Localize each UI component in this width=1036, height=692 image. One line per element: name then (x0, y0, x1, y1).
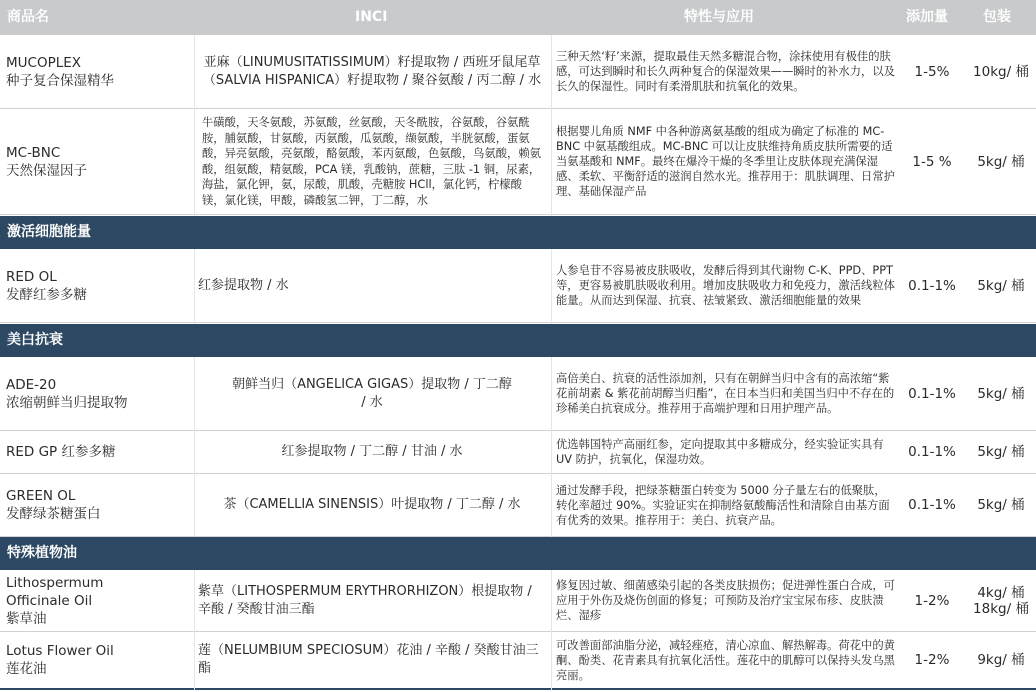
packaging-text: 10kg/ 桶 (973, 63, 1029, 80)
product-name-cn: 天然保湿因子 (6, 162, 87, 179)
features-cell (556, 357, 896, 430)
inci-text: 红参提取物 / 水 (198, 277, 289, 293)
product-name-en: ADE-20 (6, 376, 57, 393)
section-title: 美白抗衰 (7, 332, 63, 348)
inci-cell (198, 249, 546, 322)
table-row-mc-bnc (0, 109, 1036, 215)
section-title: 激活细胞能量 (7, 224, 91, 240)
inci-text: 朝鲜当归（ANGELICA GIGAS）提取物 / 丁二醇 / 水 (232, 376, 512, 410)
product-name-cn: 莲花油 (6, 661, 47, 677)
features-cell (556, 474, 896, 536)
product-name-en: RED OL (6, 268, 57, 285)
table-row-mucoplex (0, 35, 1036, 109)
header-features: 特性与应用 (684, 9, 754, 25)
inci-cell (198, 357, 546, 430)
table-header (0, 0, 1036, 35)
inci-cell (198, 35, 546, 108)
packaging-cell (966, 357, 1036, 430)
product-name-cn: 发酵绿茶糖蛋白 (6, 506, 101, 522)
table-row-red-ol (0, 249, 1036, 323)
section-header-plant-oil (0, 537, 1036, 570)
inci-text: 紫草（LITHOSPERMUM ERYTHRORHIZON）根提取物 / 辛酸 / 癸酸甘油三酯 (198, 583, 532, 617)
inci-text: 茶（CAMELLIA SINENSIS）叶提取物 / 丁二醇 / 水 (223, 497, 521, 512)
column-divider (551, 570, 552, 690)
column-divider (551, 357, 552, 537)
product-name-cell (6, 249, 191, 322)
inci-text: 莲（NELUMBIUM SPECIOSUM）花油 / 辛酸 / 癸酸甘油三酯 (198, 643, 539, 676)
product-name-cn: 浓缩朝鲜当归提取物 (6, 394, 128, 411)
header-dosage: 添加量 (906, 9, 948, 25)
features-cell (556, 249, 896, 322)
features-cell (556, 570, 896, 631)
features-cell (556, 35, 896, 108)
product-name-en: MUCOPLEX (6, 54, 82, 71)
section-title: 特殊植物油 (7, 545, 77, 561)
table-row-green-ol (0, 474, 1036, 537)
table-row-red-gp (0, 431, 1036, 474)
product-name-cell (6, 109, 191, 214)
column-divider (194, 570, 195, 690)
header-packaging: 包装 (983, 9, 1011, 25)
packaging-cell (966, 632, 1036, 688)
packaging-cell (966, 474, 1036, 536)
dosage-text: 0.1-1% (908, 385, 956, 402)
product-name-cell (6, 632, 191, 688)
inci-cell (198, 431, 546, 473)
packaging-text: 5kg/ 桶 (977, 385, 1025, 402)
features-text: 人参皂苷不容易被皮肤吸收，发酵后得到其代谢物 C-K、PPD、PPT 等，更容易被肌肤吸收利用。增加皮肤吸收力和免疫力，激活线粒体能量。从而达到保湿、抗衰、祛皱紧致、激活细胞能量的效果 (556, 264, 895, 307)
packaging-text: 18kg/ 桶 (973, 600, 1029, 617)
product-name-en: Officinale Oil (6, 592, 93, 609)
features-text: 修复因过敏、细菌感染引起的各类皮肤损伤；促进弹性蛋白合成，可应用于外伤及烧伤创面的修复；可预防及治疗宝宝尿布疹、皮肤溃烂、湿疹 (556, 579, 895, 622)
column-divider (194, 357, 195, 537)
inci-text: 亚麻（LINUMUSITATISSIMUM）籽提取物 / 西班牙鼠尾草（SALVIA HISPANICA）籽提取物 / 聚谷氨酸 / 丙二醇 / 水 (202, 54, 542, 88)
packaging-text: 5kg/ 桶 (977, 277, 1025, 294)
inci-text: 牛磺酸，天冬氨酸，苏氨酸，丝氨酸，天冬酰胺，谷氨酸，谷氨酰胺，脯氨酸，甘氨酸，丙氨酸，瓜氨酸，缬氨酸，半胱氨酸，蛋氨酸，异亮氨酸，亮氨酸，酪氨酸，苯丙氨酸，色氨酸，鸟氨酸，赖氨酸，组氨酸，精氨酸，PCA 镁，乳酸钠，蔗糖，三肽 -1 铜，尿素，海盐，氯化钾，氨，尿酸，肌酸，壳糖胺 HCll，氯化钙，柠檬酸镁，氯化镁，甲酸，磷酸氢二钾，丁二醇，水 (202, 116, 541, 207)
header-inci: INCI (355, 9, 388, 25)
dosage-cell (899, 431, 965, 473)
dosage-cell (899, 35, 965, 108)
product-name-cn: 紫草油 (6, 610, 47, 627)
features-text: 通过发酵手段，把绿茶糖蛋白转变为 5000 分子量左右的低聚肽，转化率超过 90%。实验证实在抑制络氨酸酶活性和清除自由基方面有优秀的效果。推荐用于：美白、抗衰产品。 (556, 483, 890, 527)
column-divider (551, 35, 552, 216)
features-cell (556, 431, 896, 473)
dosage-cell (899, 249, 965, 322)
table-row-ade-20 (0, 357, 1036, 431)
product-name-en: MC-BNC (6, 144, 61, 161)
column-divider (194, 35, 195, 216)
table-row-lithospermum (0, 570, 1036, 632)
dosage-text: 1-2% (914, 652, 950, 668)
features-text: 三种天然‘籽’来源，提取最佳天然多糖混合物，涂抹使用有极佳的肤感，可达到瞬时和长久两种复合的保湿效果——瞬时的补水力，以及长久的保湿性。同时有柔滑肌肤和抗氧化的效果。 (556, 50, 895, 93)
product-name-en: RED GP 红参多糖 (6, 444, 116, 460)
column-divider (194, 249, 195, 324)
inci-text: 红参提取物 / 丁二醇 / 甘油 / 水 (281, 444, 463, 459)
features-text: 优选韩国特产高丽红参，定向提取其中多糖成分，经实验证实具有 UV 防护，抗氧化，保湿功效。 (556, 438, 884, 466)
inci-cell (198, 632, 546, 688)
dosage-text: 1-5% (914, 63, 950, 80)
product-name-cell (6, 570, 191, 631)
inci-cell (198, 474, 546, 536)
dosage-cell (899, 109, 965, 214)
packaging-cell (966, 35, 1036, 108)
product-name-cn: 种子复合保湿精华 (6, 72, 114, 89)
product-name-cell (6, 431, 191, 473)
dosage-cell (899, 632, 965, 688)
inci-cell (202, 109, 542, 214)
product-name-cn: 发酵红参多糖 (6, 286, 87, 303)
dosage-text: 0.1-1% (908, 497, 956, 513)
product-name-cell (6, 35, 191, 108)
features-text: 可改善面部油脂分泌，减轻痤疮，清心凉血、解热解毒。荷花中的黄酮、酚类、花青素具有抗氧化活性。莲花中的肌醇可以保持头发乌黑亮丽。 (556, 638, 895, 682)
packaging-cell (966, 570, 1036, 631)
section-header-whitening (0, 324, 1036, 357)
dosage-cell (899, 474, 965, 536)
packaging-cell (966, 249, 1036, 322)
product-name-cell (6, 357, 191, 430)
product-name-en: Lotus Flower Oil (6, 643, 114, 659)
features-text: 根据婴儿角质 NMF 中各种游离氨基酸的组成为确定了标准的 MC-BNC 中氨基酸组成。MC-BNC 可以让皮肤维持角质皮肤所需要的适当氨基酸和 NMF。最终在爆冷干燥的冬季里让皮肤体现充满保湿感、柔软、平衡舒适的滋润自然水光。推荐用于：肌肤调理、日常护理、基础保湿产品 (556, 125, 895, 198)
dosage-text: 0.1-1% (908, 277, 956, 294)
product-name-cell (6, 474, 191, 536)
packaging-text: 4kg/ 桶 (977, 584, 1025, 601)
features-cell (556, 632, 896, 688)
packaging-text: 5kg/ 桶 (977, 153, 1025, 170)
dosage-text: 1-5 % (912, 153, 952, 170)
product-name-en: Lithospermum (6, 574, 104, 591)
table-row-lotus (0, 632, 1036, 690)
packaging-cell (966, 431, 1036, 473)
packaging-cell (966, 109, 1036, 214)
packaging-text: 9kg/ 桶 (977, 652, 1025, 668)
dosage-text: 1-2% (914, 592, 950, 609)
header-name: 商品名 (7, 9, 49, 25)
dosage-cell (899, 570, 965, 631)
packaging-text: 5kg/ 桶 (977, 497, 1025, 513)
dosage-text: 0.1-1% (908, 444, 956, 460)
packaging-text: 5kg/ 桶 (977, 444, 1025, 460)
inci-cell (198, 570, 546, 631)
features-cell (556, 109, 896, 214)
section-header-cell-energy (0, 216, 1036, 249)
column-divider (551, 249, 552, 324)
features-text: 高倍美白、抗衰的活性添加剂，只有在朝鲜当归中含有的高浓缩“紫花前胡素 & 紫花前胡醇当归酯”，在日本当归和美国当归中不存在的珍稀美白抗衰成分。推荐用于高端护理和日用护理产品。 (556, 372, 895, 415)
dosage-cell (899, 357, 965, 430)
product-name-en: GREEN OL (6, 488, 76, 504)
